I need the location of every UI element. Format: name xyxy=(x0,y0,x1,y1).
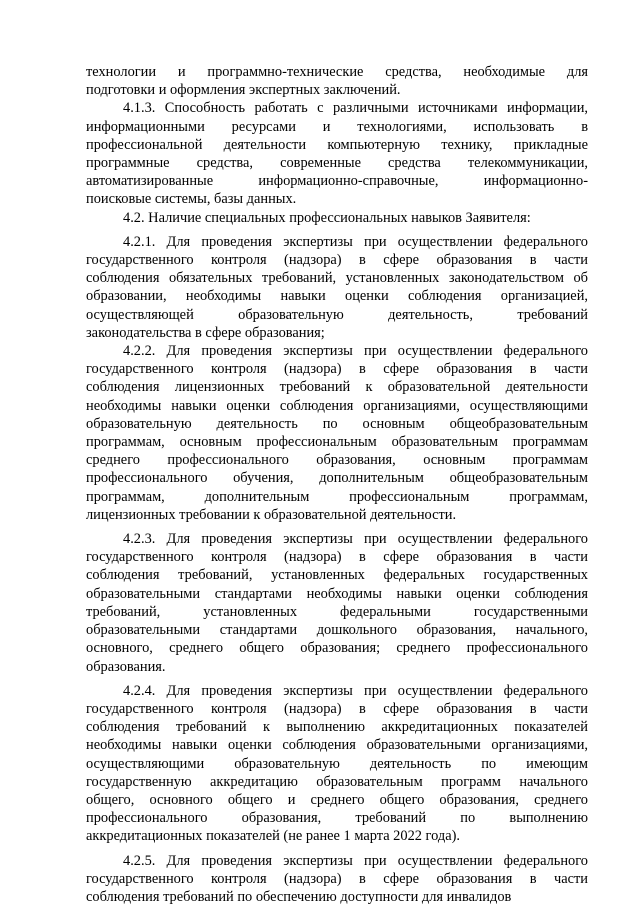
text-line: 4.2.5. Для проведения экспертизы при осуществлении федерального xyxy=(123,852,588,869)
text-line: 4.2.3. Для проведения экспертизы при осуществлении федерального xyxy=(123,531,588,548)
text-line: 4.2. Наличие специальных профессиональных навыков Заявителя: xyxy=(123,209,531,226)
text-line: необходимы навыки оценки соблюдения организациями, осуществляющими xyxy=(86,397,588,414)
text-line: соблюдения обязательных требований, установленных законодательством об xyxy=(86,270,588,287)
text-line: осуществляющими образовательную деятельность по имеющим xyxy=(86,755,588,772)
text-line: государственного контроля (надзора) в сфере образования в части xyxy=(86,252,588,269)
text-line: соблюдения лицензионных требований к образовательной деятельности xyxy=(86,379,588,396)
text-line: программам, дополнительным профессиональным программам, xyxy=(86,488,588,505)
text-line: программные средства, современные средства телекоммуникации, xyxy=(86,155,588,172)
text-line: законодательства в сфере образования; xyxy=(86,324,325,341)
paragraph-42 xyxy=(86,209,588,227)
text-line: образовательными стандартами дошкольного образования, начального, xyxy=(86,622,588,639)
text-line: соблюдения требований, установленных федеральных государственных xyxy=(86,567,588,584)
text-line: поисковые системы, базы данных. xyxy=(86,191,297,208)
text-line: 4.2.4. Для проведения экспертизы при осуществлении федерального xyxy=(123,682,588,699)
text-line: требований, установленных федеральными государственными xyxy=(86,603,588,620)
text-line: автоматизированные информационно-справочные, информационно- xyxy=(86,173,588,190)
text-line: 4.2.1. Для проведения экспертизы при осуществлении федерального xyxy=(123,233,588,250)
text-line: 4.1.3. Способность работать с различными источниками информации, xyxy=(123,100,588,117)
text-line: 4.2.2. Для проведения экспертизы при осуществлении федерального xyxy=(123,343,588,360)
text-line: образовательными стандартами необходимы навыки оценки соблюдения xyxy=(86,585,588,602)
text-line: среднего профессионального образования, основным программам xyxy=(86,452,588,469)
text-line: образовании, необходимы навыки оценки соблюдения организацией, xyxy=(86,288,588,305)
text-line: соблюдения требований по обеспечению доступности для инвалидов xyxy=(86,888,512,905)
paragraph-424 xyxy=(86,682,588,846)
text-line: осуществляющей образовательную деятельность, требований xyxy=(86,306,588,323)
text-line: технологии и программно-технические средства, необходимые для xyxy=(86,64,588,80)
text-line: профессионального образования, требований по выполнению xyxy=(86,810,588,827)
paragraph-421 xyxy=(86,233,588,342)
text-line: необходимы навыки оценки соблюдения образовательными организациями, xyxy=(86,737,588,754)
text-line: общего, основного общего и среднего общего образования, среднего xyxy=(86,791,588,808)
paragraph-425 xyxy=(86,852,588,906)
text-line: государственного контроля (надзора) в сфере образования в части xyxy=(86,700,588,717)
text-line: образования. xyxy=(86,658,166,675)
paragraph-422 xyxy=(86,342,588,524)
text-line: образовательную деятельность по основным общеобразовательным xyxy=(86,415,588,432)
text-line: лицензионных требовании к образовательной деятельности. xyxy=(86,506,457,523)
text-line: профессионального обучения, дополнительным общеобразовательным xyxy=(86,470,588,487)
text-line: государственного контроля (надзора) в сфере образования в части xyxy=(86,870,588,887)
text-line: аккредитационных показателей (не ранее 1 марта 2022 года). xyxy=(86,828,460,845)
text-line: профессиональной деятельности компьютерную технику, прикладные xyxy=(86,136,588,153)
text-line: основного, среднего общего образования; среднего профессионального xyxy=(86,640,588,657)
text-line: информационными ресурсами и технологиями, использовать в xyxy=(86,118,588,135)
text-line: подготовки и оформления экспертных заключений. xyxy=(86,82,401,99)
text-line: программам, основным профессиональным образовательным программам xyxy=(86,434,588,451)
document-body xyxy=(86,63,588,906)
paragraph-cont xyxy=(86,63,588,99)
paragraph-423 xyxy=(86,530,588,676)
text-line: государственного контроля (надзора) в сфере образования в части xyxy=(86,549,588,566)
text-line: государственную аккредитацию образовательным программ начального xyxy=(86,773,588,790)
text-line: соблюдения требований к выполнению аккредитационных показателей xyxy=(86,719,588,736)
paragraph-413 xyxy=(86,99,588,208)
text-line: государственного контроля (надзора) в сфере образования в части xyxy=(86,361,588,378)
